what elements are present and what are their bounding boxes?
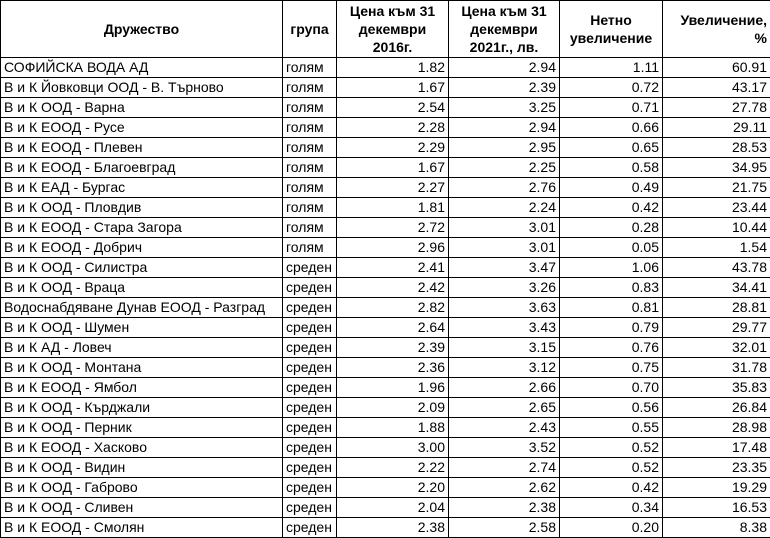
table-row [1, 238, 770, 258]
group-cell: среден [283, 318, 337, 338]
net-increase-cell: 0.71 [560, 98, 663, 118]
price-2016-cell: 2.38 [337, 518, 449, 538]
price-2021-cell: 2.43 [449, 418, 560, 438]
table-row [1, 398, 770, 418]
col-header-increase-pct-line-2: % [666, 29, 767, 47]
price-2021-cell: 3.01 [449, 238, 560, 258]
table-row [1, 298, 770, 318]
company-cell: В и К ООД - Габрово [1, 478, 283, 498]
price-2016-cell: 2.04 [337, 498, 449, 518]
increase-pct-cell: 17.48 [663, 438, 770, 458]
header-row [1, 1, 770, 58]
company-cell: В и К ЕАД - Бургас [1, 178, 283, 198]
company-cell: В и К ООД - Кърджали [1, 398, 283, 418]
price-2016-cell: 2.36 [337, 358, 449, 378]
col-header-price-2016-line-3: 2016г. [340, 38, 445, 56]
price-2021-cell: 2.25 [449, 158, 560, 178]
price-2016-cell: 2.54 [337, 98, 449, 118]
table-row [1, 218, 770, 238]
company-cell: В и К ООД - Варна [1, 98, 283, 118]
increase-pct-cell: 29.11 [663, 118, 770, 138]
company-cell: В и К ООД - Силистра [1, 258, 283, 278]
price-2021-cell: 3.63 [449, 298, 560, 318]
increase-pct-cell: 16.53 [663, 498, 770, 518]
table-row [1, 98, 770, 118]
col-header-price-2021 [449, 1, 560, 58]
net-increase-cell: 0.70 [560, 378, 663, 398]
increase-pct-cell: 28.53 [663, 138, 770, 158]
net-increase-cell: 0.52 [560, 438, 663, 458]
price-2021-cell: 3.12 [449, 358, 560, 378]
price-2021-cell: 3.25 [449, 98, 560, 118]
group-cell: голям [283, 218, 337, 238]
increase-pct-cell: 27.78 [663, 98, 770, 118]
net-increase-cell: 1.06 [560, 258, 663, 278]
price-2021-cell: 2.74 [449, 458, 560, 478]
net-increase-cell: 0.76 [560, 338, 663, 358]
increase-pct-cell: 32.01 [663, 338, 770, 358]
increase-pct-cell: 1.54 [663, 238, 770, 258]
price-2021-cell: 3.15 [449, 338, 560, 358]
table-row [1, 258, 770, 278]
price-2016-cell: 2.42 [337, 278, 449, 298]
price-2016-cell: 1.82 [337, 58, 449, 78]
table-row [1, 458, 770, 478]
price-2021-cell: 2.24 [449, 198, 560, 218]
group-cell: среден [283, 458, 337, 478]
table-row [1, 198, 770, 218]
group-cell: среден [283, 418, 337, 438]
price-2021-cell: 2.76 [449, 178, 560, 198]
increase-pct-cell: 60.91 [663, 58, 770, 78]
net-increase-cell: 0.42 [560, 198, 663, 218]
col-header-price-2016 [337, 1, 449, 58]
increase-pct-cell: 10.44 [663, 218, 770, 238]
company-cell: В и К ЕООД - Смолян [1, 518, 283, 538]
increase-pct-cell: 28.98 [663, 418, 770, 438]
company-cell: В и К ЕООД - Добрич [1, 238, 283, 258]
col-header-price-2021-line-3: 2021г., лв. [452, 38, 556, 56]
price-2016-cell: 2.09 [337, 398, 449, 418]
increase-pct-cell: 23.35 [663, 458, 770, 478]
net-increase-cell: 0.34 [560, 498, 663, 518]
group-cell: голям [283, 118, 337, 138]
table-body [1, 58, 770, 538]
col-header-net-increase-line-1: Нетно [563, 11, 659, 29]
net-increase-cell: 0.42 [560, 478, 663, 498]
col-header-group: група [283, 1, 337, 58]
price-2016-cell: 2.28 [337, 118, 449, 138]
company-cell: В и К ЕООД - Стара Загора [1, 218, 283, 238]
col-header-net-increase [560, 1, 663, 58]
table-row [1, 78, 770, 98]
price-2016-cell: 2.82 [337, 298, 449, 318]
group-cell: голям [283, 78, 337, 98]
net-increase-cell: 0.28 [560, 218, 663, 238]
group-cell: среден [283, 258, 337, 278]
table-row [1, 418, 770, 438]
price-2016-cell: 2.27 [337, 178, 449, 198]
net-increase-cell: 0.58 [560, 158, 663, 178]
group-cell: голям [283, 238, 337, 258]
increase-pct-cell: 29.77 [663, 318, 770, 338]
table-row [1, 138, 770, 158]
price-2016-cell: 1.96 [337, 378, 449, 398]
company-cell: В и К ООД - Пловдив [1, 198, 283, 218]
company-cell: В и К ЕООД - Плевен [1, 138, 283, 158]
col-header-price-2021-line-1: Цена към 31 [452, 2, 556, 20]
group-cell: среден [283, 278, 337, 298]
price-2016-cell: 2.22 [337, 458, 449, 478]
table-row [1, 58, 770, 78]
table-row [1, 358, 770, 378]
table-row [1, 178, 770, 198]
net-increase-cell: 0.66 [560, 118, 663, 138]
net-increase-cell: 0.56 [560, 398, 663, 418]
price-2016-cell: 2.64 [337, 318, 449, 338]
col-header-price-2016-line-1: Цена към 31 [340, 2, 445, 20]
company-cell: В и К ЕООД - Хасково [1, 438, 283, 458]
price-2016-cell: 3.00 [337, 438, 449, 458]
price-2016-cell: 2.20 [337, 478, 449, 498]
table-row [1, 118, 770, 138]
group-cell: голям [283, 138, 337, 158]
table-row [1, 498, 770, 518]
table-row [1, 478, 770, 498]
net-increase-cell: 0.81 [560, 298, 663, 318]
price-2016-cell: 2.39 [337, 338, 449, 358]
group-cell: голям [283, 178, 337, 198]
price-2016-cell: 1.67 [337, 78, 449, 98]
increase-pct-cell: 35.83 [663, 378, 770, 398]
price-2016-cell: 1.81 [337, 198, 449, 218]
increase-pct-cell: 43.17 [663, 78, 770, 98]
price-2021-cell: 3.26 [449, 278, 560, 298]
price-2021-cell: 2.66 [449, 378, 560, 398]
net-increase-cell: 0.20 [560, 518, 663, 538]
price-2021-cell: 3.01 [449, 218, 560, 238]
table-row [1, 318, 770, 338]
company-cell: Водоснабдяване Дунав ЕООД - Разград [1, 298, 283, 318]
col-header-net-increase-line-2: увеличение [563, 29, 659, 47]
table-row [1, 378, 770, 398]
price-2016-cell: 2.96 [337, 238, 449, 258]
price-2021-cell: 3.47 [449, 258, 560, 278]
company-cell: В и К Йовковци ООД - В. Търново [1, 78, 283, 98]
group-cell: голям [283, 158, 337, 178]
table-row [1, 278, 770, 298]
company-cell: В и К ООД - Враца [1, 278, 283, 298]
col-header-price-2021-line-2: декември [452, 20, 556, 38]
net-increase-cell: 0.72 [560, 78, 663, 98]
company-cell: В и К ООД - Монтана [1, 358, 283, 378]
company-cell: В и К ООД - Перник [1, 418, 283, 438]
company-cell: В и К ЕООД - Благоевград [1, 158, 283, 178]
increase-pct-cell: 31.78 [663, 358, 770, 378]
net-increase-cell: 0.83 [560, 278, 663, 298]
increase-pct-cell: 19.29 [663, 478, 770, 498]
net-increase-cell: 0.79 [560, 318, 663, 338]
price-2021-cell: 2.62 [449, 478, 560, 498]
col-header-company: Дружество [1, 1, 283, 58]
price-2021-cell: 2.94 [449, 118, 560, 138]
company-cell: В и К АД - Ловеч [1, 338, 283, 358]
company-cell: СОФИЙСКА ВОДА АД [1, 58, 283, 78]
company-cell: В и К ООД - Шумен [1, 318, 283, 338]
price-2021-cell: 2.39 [449, 78, 560, 98]
price-2021-cell: 2.65 [449, 398, 560, 418]
increase-pct-cell: 43.78 [663, 258, 770, 278]
group-cell: среден [283, 358, 337, 378]
company-cell: В и К ЕООД - Русе [1, 118, 283, 138]
group-cell: среден [283, 298, 337, 318]
net-increase-cell: 0.49 [560, 178, 663, 198]
group-cell: среден [283, 398, 337, 418]
increase-pct-cell: 34.95 [663, 158, 770, 178]
company-cell: В и К ООД - Сливен [1, 498, 283, 518]
price-2021-cell: 2.38 [449, 498, 560, 518]
net-increase-cell: 0.05 [560, 238, 663, 258]
net-increase-cell: 0.75 [560, 358, 663, 378]
increase-pct-cell: 8.38 [663, 518, 770, 538]
price-2021-cell: 2.94 [449, 58, 560, 78]
table-row [1, 338, 770, 358]
price-2016-cell: 1.88 [337, 418, 449, 438]
price-2016-cell: 2.41 [337, 258, 449, 278]
group-cell: среден [283, 518, 337, 538]
increase-pct-cell: 21.75 [663, 178, 770, 198]
col-header-increase-pct [663, 1, 770, 58]
table-row [1, 438, 770, 458]
table-row [1, 158, 770, 178]
price-2021-cell: 3.52 [449, 438, 560, 458]
col-header-increase-pct-line-1: Увеличение, [666, 11, 767, 29]
price-2016-cell: 2.72 [337, 218, 449, 238]
increase-pct-cell: 28.81 [663, 298, 770, 318]
price-2021-cell: 2.58 [449, 518, 560, 538]
price-2021-cell: 3.43 [449, 318, 560, 338]
increase-pct-cell: 26.84 [663, 398, 770, 418]
group-cell: голям [283, 58, 337, 78]
net-increase-cell: 1.11 [560, 58, 663, 78]
group-cell: среден [283, 338, 337, 358]
net-increase-cell: 0.55 [560, 418, 663, 438]
increase-pct-cell: 34.41 [663, 278, 770, 298]
increase-pct-cell: 23.44 [663, 198, 770, 218]
price-2021-cell: 2.95 [449, 138, 560, 158]
col-header-price-2016-line-2: декември [340, 20, 445, 38]
net-increase-cell: 0.52 [560, 458, 663, 478]
group-cell: среден [283, 378, 337, 398]
company-cell: В и К ЕООД - Ямбол [1, 378, 283, 398]
group-cell: среден [283, 498, 337, 518]
group-cell: голям [283, 198, 337, 218]
net-increase-cell: 0.65 [560, 138, 663, 158]
price-2016-cell: 1.67 [337, 158, 449, 178]
group-cell: голям [283, 98, 337, 118]
company-cell: В и К ООД - Видин [1, 458, 283, 478]
group-cell: среден [283, 478, 337, 498]
group-cell: среден [283, 438, 337, 458]
price-2016-cell: 2.29 [337, 138, 449, 158]
